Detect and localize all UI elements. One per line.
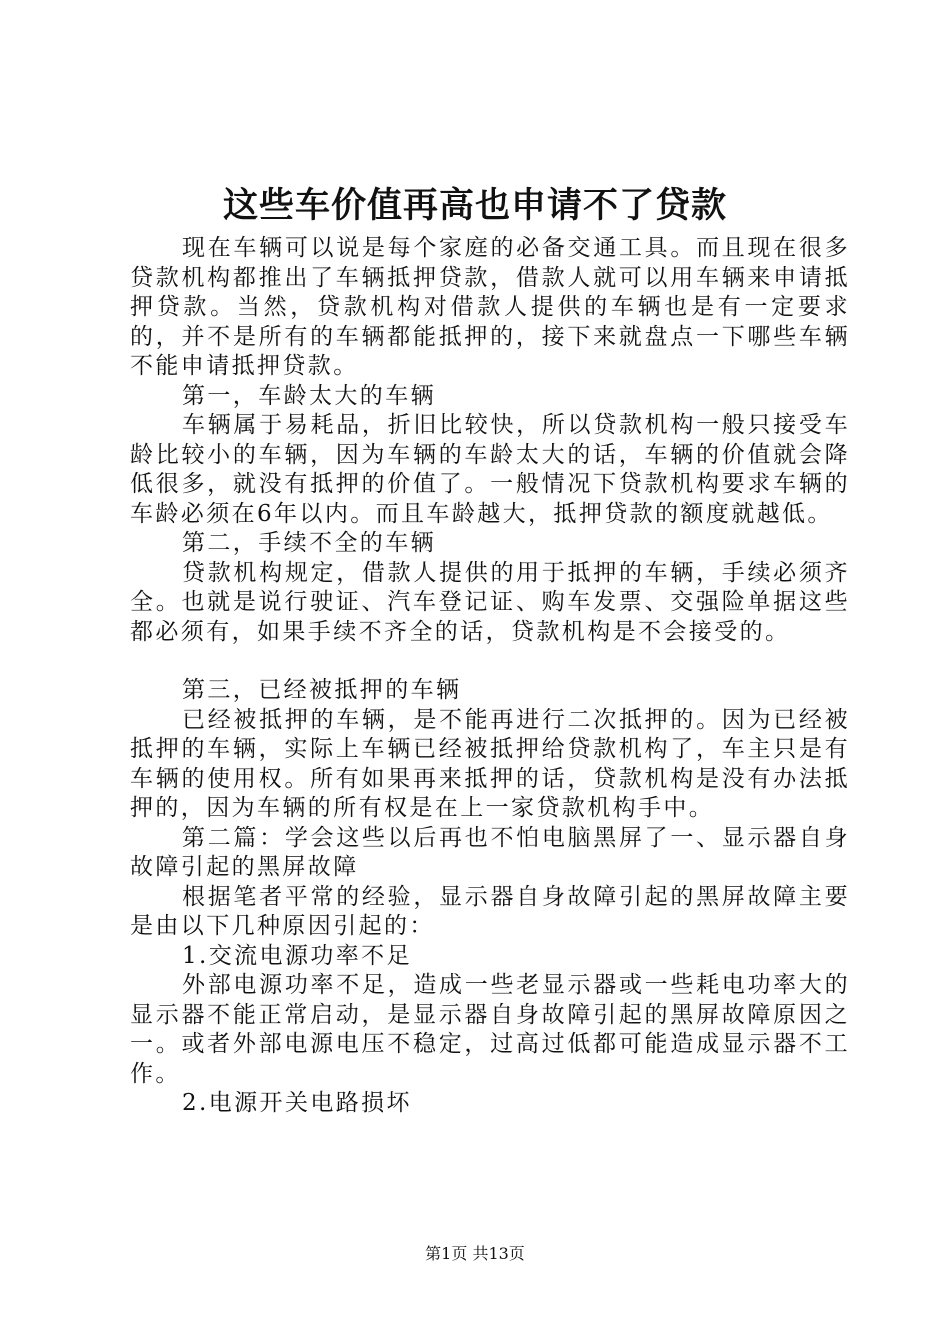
section-heading-3: 第三，已经被抵押的车辆: [182, 677, 462, 703]
paragraph-causes: 根据笔者平常的经验，显示器自身故障引起的黑屏故障主要是由以下几种原因引起的：: [130, 883, 850, 939]
list-heading-2: 2.电源开关电路损坏: [182, 1090, 412, 1116]
paragraph-second-article: 第二篇：学会这些以后再也不怕电脑黑屏了一、显示器自身故障引起的黑屏故障: [130, 824, 850, 880]
paragraph-already-mortgaged: 已经被抵押的车辆，是不能再进行二次抵押的。因为已经被抵押的车辆，实际上车辆已经被抵押给贷款机构了，车主只是有车辆的使用权。所有如果再来抵押的话，贷款机构是没有办法抵押的，因为车辆的所有权是在上一家贷款机构手中。: [130, 706, 850, 821]
list-heading-1: 1.交流电源功率不足: [182, 942, 412, 969]
paragraph-intro: 现在车辆可以说是每个家庭的必备交通工具。而且现在很多贷款机构都推出了车辆抵押贷款，借款人就可以用车辆来申请抵押贷款。当然，贷款机构对借款人提供的车辆也是有一定要求的，并不是所有的车辆都能抵押的，接下来就盘点一下哪些车辆不能申请抵押贷款。: [130, 235, 850, 379]
paragraph-vehicle-age: 车辆属于易耗品，折旧比较快，所以贷款机构一般只接受车龄比较小的车辆，因为车辆的车龄太大的话，车辆的价值就会降低很多，就没有抵押的价值了。一般情况下贷款机构要求车辆的车龄必须在6年以内。而且车龄越大，抵押贷款的额度就越低。: [130, 412, 850, 527]
page-footer: 第1页 共13页: [425, 1244, 525, 1263]
section-heading-1: 第一，车龄太大的车辆: [182, 382, 436, 409]
document-title: 这些车价值再高也申请不了贷款: [222, 185, 727, 226]
section-heading-2: 第二，手续不全的车辆: [182, 530, 436, 556]
paragraph-power-shortage: 外部电源功率不足，造成一些老显示器或一些耗电功率大的显示器不能正常启动，是显示器自身故障引起的黑屏故障原因之一。或者外部电源电压不稳定，过高过低都可能造成显示器不工作。: [130, 972, 850, 1087]
document-body: [130, 234, 850, 1119]
paragraph-documents: 贷款机构规定，借款人提供的用于抵押的车辆，手续必须齐全。也就是说行驶证、汽车登记证、购车发票、交强险单据这些都必须有，如果手续不齐全的话，贷款机构是不会接受的。: [130, 559, 850, 645]
